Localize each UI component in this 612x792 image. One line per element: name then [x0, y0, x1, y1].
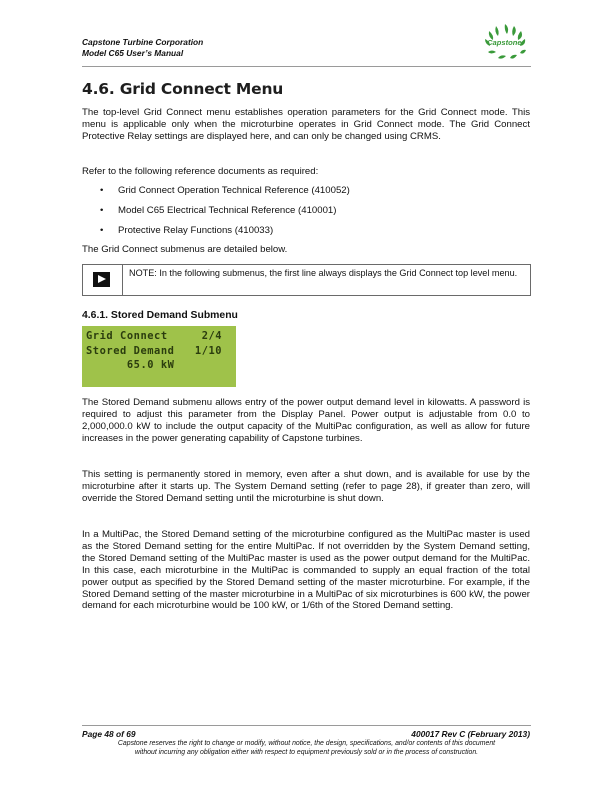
- page-number: Page 48 of 69: [82, 729, 136, 739]
- note-icon-cell: [83, 265, 123, 295]
- lcd-line-1: Grid Connect 2/4: [86, 330, 223, 342]
- lcd-line-2: Stored Demand 1/10: [86, 345, 223, 357]
- refs-intro: Refer to the following reference documents as required:: [82, 166, 319, 177]
- list-item-text: Grid Connect Operation Technical Reference (410052): [118, 185, 350, 196]
- bullet-icon: •: [100, 205, 104, 216]
- paragraph-memory: This setting is permanently stored in memory, even after a shut down, and is available for use by the microturbine after it starts up. The System Demand setting (refer to page 28), if greater than zero, will override the Stored Demand setting until the microturbine is shut down.: [82, 469, 530, 504]
- submenus-intro: The Grid Connect submenus are detailed below.: [82, 244, 288, 255]
- lcd-display: [82, 326, 236, 387]
- disclaimer-line-2: without incurring any obligation either with respect to equipment previously sold or in the process of construction.: [134, 749, 479, 756]
- header-divider: [82, 66, 531, 67]
- bullet-icon: •: [100, 225, 104, 236]
- document-revision: 400017 Rev C (February 2013): [411, 729, 530, 739]
- bullet-icon: •: [100, 185, 104, 196]
- play-arrow-icon: [93, 272, 110, 287]
- list-item-text: Protective Relay Functions (410033): [118, 225, 274, 236]
- section-title: 4.6. Grid Connect Menu: [82, 80, 284, 98]
- note-text: NOTE: In the following submenus, the first line always displays the Grid Connect top level menu.: [129, 268, 518, 278]
- subsection-title: 4.6.1. Stored Demand Submenu: [82, 310, 238, 321]
- footer-divider: [82, 725, 531, 726]
- lcd-line-3: 65.0 kW: [86, 359, 175, 371]
- note-box: [82, 264, 531, 296]
- disclaimer-line-1: Capstone reserves the right to change or modify, without notice, the design, specifications, and/or contents of this document: [117, 740, 496, 747]
- intro-paragraph: The top-level Grid Connect menu establishes operation parameters for the Grid Connect mode. This menu is applicable only when the microturbine operates in Grid Connect mode. The Grid Connect Protective Relay settings are displayed here, and can only be changed using CRMS.: [82, 107, 530, 142]
- manual-name: Model C65 User’s Manual: [82, 47, 184, 58]
- company-name: Capstone Turbine Corporation: [82, 37, 204, 47]
- list-item-text: Model C65 Electrical Technical Reference (410001): [118, 205, 337, 216]
- paragraph-stored-demand: The Stored Demand submenu allows entry of the power output demand level in kilowatts. A password is required to adjust this parameter from the Display Panel. Power output is adjustable from 0.0 to 2,000,000.0 kW to include the output capacity of the MultiPac configuration, as well as allow for future increases in the power generating capability of Capstone turbines.: [82, 397, 530, 444]
- page-header: [82, 37, 203, 58]
- paragraph-multipac: In a MultiPac, the Stored Demand setting of the microturbine configured as the MultiPac master is used as the Stored Demand setting for the entire MultiPac. If not overridden by the System Demand setting, the Stored Demand setting of the MultiPac master is used as the power output demand for the MultiPac. In this case, each microturbine in the MultiPac is commanded to supply an equal fraction of the total power output as specified by the Stored Demand setting of the master microturbine. For example, if the Stored Demand setting of the master microturbine in a MultiPac of six microturbines is 600 kW, the power demand for each microturbine would be 100 kW, or 1/6th of the Stored Demand setting.: [82, 529, 530, 612]
- logo-text: Capstone: [487, 38, 522, 47]
